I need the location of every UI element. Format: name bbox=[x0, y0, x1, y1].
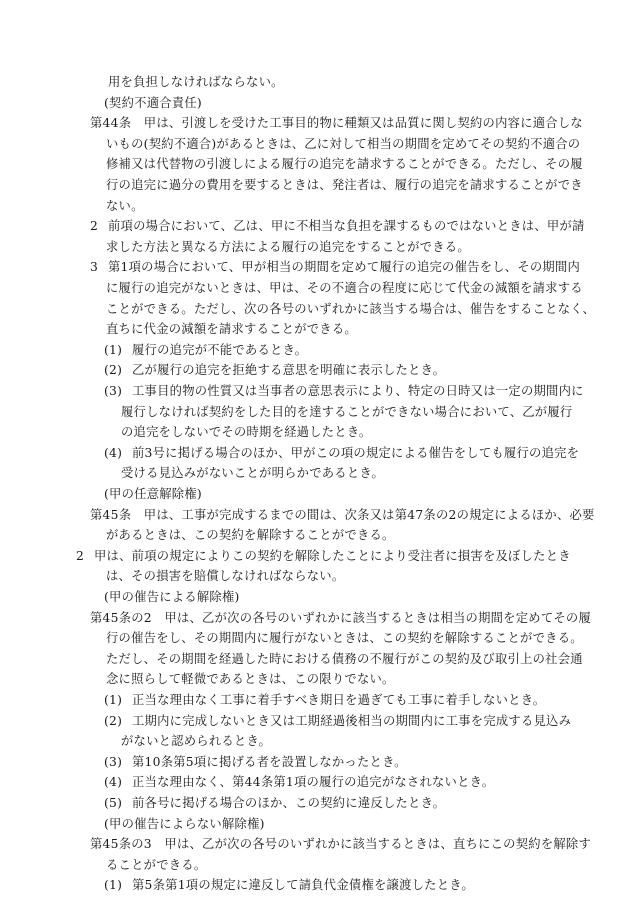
item-number: (2) bbox=[104, 363, 123, 378]
item-line: 乙が履行の追完を拒絶する意思を明確に表示したとき。 bbox=[132, 363, 446, 378]
text-line: 行の追完に過分の費用を要するときは、発注者は、履行の追完を請求することができ bbox=[106, 178, 583, 192]
item-line: 正当な理由なく、第44条第1項の履行の追完がなされないとき。 bbox=[132, 775, 495, 790]
item-line: 第5条第1項の規定に違反して請負代金債権を譲渡したとき。 bbox=[132, 878, 474, 893]
text-line: に履行の追完がないときは、甲は、その不適合の程度に応じて代金の減額を請求する bbox=[106, 281, 583, 295]
text-line: があるときは、この契約を解除することができる。 bbox=[106, 528, 395, 543]
item-line: 履行の追完が不能であるとき。 bbox=[132, 342, 308, 357]
item-number: (2) bbox=[104, 713, 123, 728]
text-line: 行の催告をし、その期間内に履行がないときは、この契約を解除することができる。 bbox=[106, 631, 583, 646]
item-line: 正当な理由なく工事に着手すべき期日を過ぎても工事に着手しないとき。 bbox=[132, 693, 546, 707]
text-line: ただし、その期間を経過した時における債務の不履行がこの契約及び取引上の社会通 bbox=[106, 651, 583, 666]
text-line: ことができる。ただし、次の各号のいずれかに該当する場合は、催告をすることなく、 bbox=[106, 301, 596, 316]
text-line: 第1項の場合において、甲が相当の期間を定めて履行の追完の催告をし、その期間内 bbox=[108, 260, 581, 275]
paragraph-number: 2 bbox=[90, 219, 99, 234]
text-line: ない。 bbox=[106, 198, 144, 213]
item-number: (3) bbox=[104, 384, 123, 398]
text-line: 念に照らして軽微であるときは、この限りでない。 bbox=[106, 672, 395, 687]
article-line: 第45条の3 甲は、乙が次の各号のいずれかに該当するときは、直ちにこの契約を解除す bbox=[90, 837, 592, 852]
item-line: 前3号に掲げる場合のほか、甲がこの項の規定による催告をしても履行の追完を bbox=[132, 445, 580, 460]
text-line: 前項の場合において、乙は、甲に不相当な負担を課するものではないときは、甲が請 bbox=[108, 219, 585, 234]
section-heading: (甲の任意解除権) bbox=[104, 487, 202, 501]
paragraph-number: 3 bbox=[90, 260, 99, 275]
item-number: (1) bbox=[104, 693, 123, 707]
text-line: いもの(契約不適合)があるときは、乙に対して相当の期間を定めてその契約不適合の bbox=[106, 136, 581, 151]
article-line: 第44条 甲は、引渡しを受けた工事目的物に種類又は品質に関し契約の内容に適合しな bbox=[90, 116, 583, 131]
text-line: 甲は、前項の規定によりこの契約を解除したことにより受注者に損害を及ぼしたとき bbox=[94, 548, 571, 563]
text-line: 直ちに代金の減額を請求することができる。 bbox=[106, 322, 357, 337]
item-number: (5) bbox=[104, 796, 123, 810]
paragraph-number: 2 bbox=[76, 548, 85, 563]
item-line: がないと認められるとき。 bbox=[121, 734, 272, 749]
item-line: 履行しなければ契約をした目的を達することができない場合において、乙が履行 bbox=[121, 404, 573, 419]
item-number: (1) bbox=[104, 878, 123, 893]
text-line: 求した方法と異なる方法による履行の追完をすることができる。 bbox=[106, 239, 470, 254]
item-number: (3) bbox=[104, 754, 123, 769]
article-line: 第45条の2 甲は、乙が次の各号のいずれかに該当するときは相当の期間を定めてその履 bbox=[90, 610, 592, 625]
item-line: 前各号に掲げる場合のほか、この契約に違反したとき。 bbox=[132, 796, 446, 810]
item-line: 工期内に完成しないとき又は工期経過後相当の期間内に工事を完成する見込み bbox=[132, 713, 572, 728]
text-line: は、その損害を賠償しなければならない。 bbox=[106, 569, 345, 584]
item-line: 第10条第5項に掲げる者を設置しなかったとき。 bbox=[132, 754, 407, 769]
text-line: ることができる。 bbox=[106, 857, 207, 872]
section-heading: (甲の催告によらない解除権) bbox=[104, 816, 265, 831]
text-line: 用を負担しなければならない。 bbox=[108, 75, 284, 89]
item-line: 受ける見込みがないことが明らかであるとき。 bbox=[121, 466, 384, 481]
item-number: (1) bbox=[104, 342, 123, 357]
section-heading: (契約不適合責任) bbox=[104, 95, 202, 110]
item-number: (4) bbox=[104, 445, 123, 460]
section-heading: (甲の催告による解除権) bbox=[104, 590, 240, 604]
item-number: (4) bbox=[104, 775, 123, 790]
item-line: の追完をしないでその時期を経過したとき。 bbox=[121, 425, 372, 440]
item-line: 工事目的物の性質又は当事者の意思表示により、特定の日時又は一定の期間内に bbox=[132, 384, 584, 398]
text-line: 修補又は代替物の引渡しによる履行の追完を請求することができる。ただし、その履 bbox=[106, 157, 583, 172]
article-line: 第45条 甲は、工事が完成するまでの間は、次条又は第47条の2の規定によるほか、必要 bbox=[90, 507, 595, 522]
